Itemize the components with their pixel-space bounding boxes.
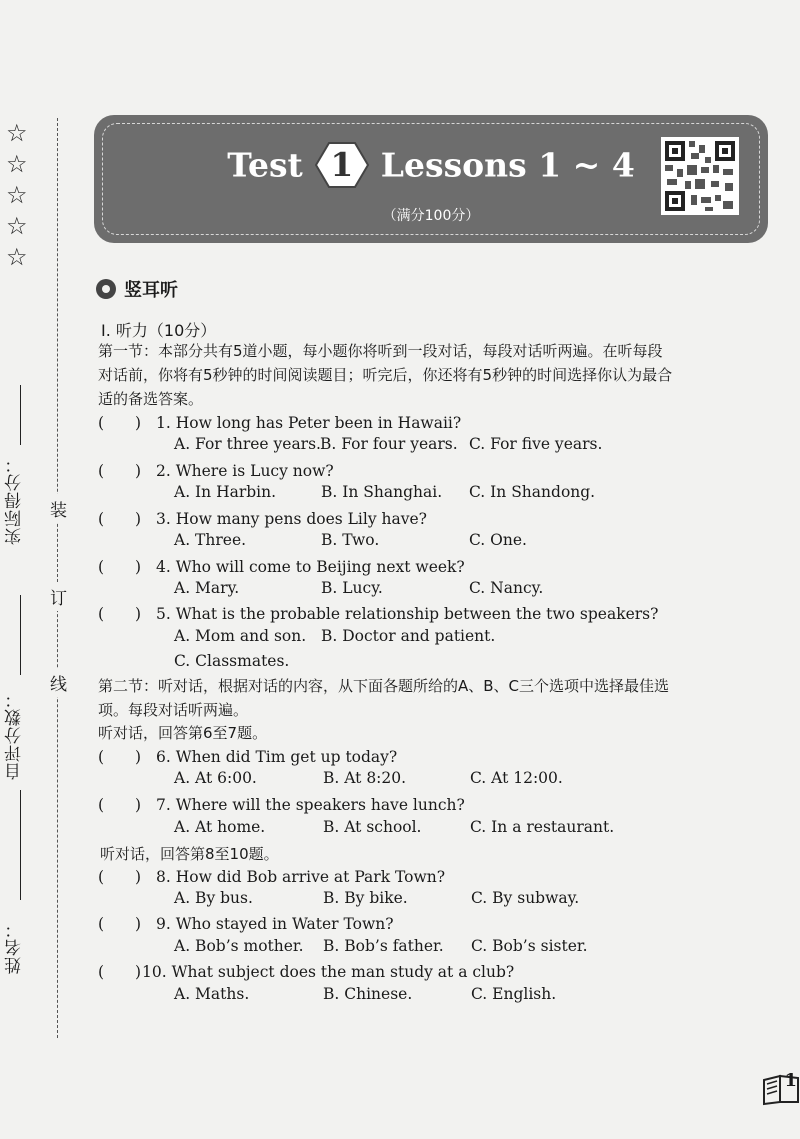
option-c: C. By subway. — [471, 889, 580, 907]
answer-blank[interactable]: ( ) — [98, 414, 142, 432]
option-b: B. By bike. — [323, 889, 408, 907]
binding-char-ding: 订 — [50, 582, 67, 611]
star-icon: ☆ — [6, 243, 28, 271]
binding-char-zhuang: 装 — [50, 494, 67, 523]
binding-char-xian: 线 — [50, 668, 67, 697]
question-stem: 2. Where is Lucy now? — [156, 462, 334, 480]
option-a: A. Three. — [174, 531, 247, 549]
option-a: A. Mary. — [174, 579, 240, 597]
instructions-line: 对话前，你将有5秒钟的时间阅读题目；听完后，你还将有5秒钟的时间选择你认为最合 — [98, 366, 673, 384]
answer-blank[interactable]: ( ) — [98, 510, 142, 528]
actual-score-label: 实际得分： — [5, 455, 25, 545]
option-c: C. One. — [469, 531, 527, 549]
self-score-line — [20, 595, 21, 675]
question-stem: 8. How did Bob arrive at Park Town? — [156, 868, 446, 886]
star-icon: ☆ — [6, 212, 28, 240]
answer-blank[interactable]: ( ) — [98, 605, 142, 623]
section-heading — [96, 276, 178, 302]
dialog-instruction: 听对话，回答第6至7题。 — [98, 724, 268, 742]
option-b: B. In Shanghai. — [321, 483, 443, 501]
question-2 — [98, 459, 334, 481]
option-c: C. Bob’s sister. — [471, 937, 588, 955]
question-9 — [98, 912, 394, 934]
option-a: A. Maths. — [174, 985, 250, 1003]
question-7 — [98, 793, 465, 815]
option-c: C. Nancy. — [469, 579, 544, 597]
option-b: B. Two. — [321, 531, 380, 549]
name-field[interactable] — [2, 920, 38, 980]
question-stem: 5. What is the probable relationship between the two speakers? — [156, 605, 659, 623]
ear-icon — [96, 279, 116, 299]
question-stem: 7. Where will the speakers have lunch? — [156, 796, 465, 814]
option-a: A. By bus. — [174, 889, 253, 907]
option-a: A. For three years. — [174, 435, 321, 453]
option-a: A. Bob’s mother. — [174, 937, 304, 955]
question-4 — [98, 555, 465, 577]
question-stem: 4. Who will come to Beijing next week? — [156, 558, 465, 576]
answer-blank[interactable]: ( ) — [98, 915, 142, 933]
page-number: 1 — [784, 1070, 797, 1091]
question-10 — [98, 960, 514, 982]
option-c: C. For five years. — [469, 435, 603, 453]
option-b: B. Chinese. — [323, 985, 413, 1003]
actual-score-line — [20, 385, 21, 445]
star-icon: ☆ — [6, 119, 28, 147]
test-word: Test — [227, 145, 303, 185]
answer-blank[interactable]: ( ) — [98, 796, 142, 814]
option-b: B. At school. — [323, 818, 422, 836]
dialog-instruction: 听对话，回答第8至10题。 — [100, 845, 279, 863]
option-c: C. English. — [471, 985, 557, 1003]
option-c: C. In Shandong. — [469, 483, 596, 501]
lessons-range: Lessons 1 ~ 4 — [380, 145, 635, 185]
full-score: （满分100分） — [382, 208, 480, 224]
answer-blank[interactable]: ( ) — [98, 748, 142, 766]
question-stem: 10. What subject does the man study at a club? — [142, 963, 515, 981]
star-icon: ☆ — [6, 150, 28, 178]
name-line — [20, 790, 21, 900]
star-icon: ☆ — [6, 181, 28, 209]
instructions-line: 适的备选答案。 — [98, 390, 204, 408]
name-label: 姓名： — [5, 920, 25, 974]
binding-dashed-line — [57, 118, 58, 1038]
instructions-line: 项。每段对话听两遍。 — [98, 701, 249, 719]
instructions-line: 第一节：本部分共有5道小题，每小题你将听到一段对话，每段对话听两遍。在听每段 — [98, 342, 663, 360]
test-number: 1 — [330, 145, 354, 184]
answer-blank[interactable]: ( ) — [98, 868, 142, 886]
option-b: B. Doctor and patient. — [321, 627, 496, 645]
question-6 — [98, 745, 397, 767]
option-c: C. Classmates. — [174, 652, 290, 670]
option-b: B. For four years. — [320, 435, 458, 453]
section-title: 竖耳听 — [124, 280, 178, 301]
option-a: A. At 6:00. — [174, 769, 257, 787]
answer-blank[interactable]: ( ) — [98, 963, 142, 981]
question-stem: 3. How many pens does Lily have? — [156, 510, 427, 528]
question-stem: 9. Who stayed in Water Town? — [156, 915, 394, 933]
page-number-badge — [762, 1066, 800, 1106]
difficulty-stars — [6, 118, 32, 273]
option-a: A. Mom and son. — [174, 627, 307, 645]
option-a: A. In Harbin. — [174, 483, 277, 501]
test-title-banner — [94, 115, 768, 243]
option-c: C. In a restaurant. — [470, 818, 615, 836]
question-3 — [98, 507, 427, 529]
question-stem: 1. How long has Peter been in Hawaii? — [156, 414, 462, 432]
instructions-line: 第二节：听对话，根据对话的内容，从下面各题所给的A、B、C三个选项中选择最佳选 — [98, 677, 670, 695]
test-number-hexagon — [315, 141, 369, 189]
self-score-label: 自评分数： — [5, 690, 25, 780]
option-b: B. Lucy. — [321, 579, 383, 597]
question-8 — [98, 865, 445, 887]
answer-blank[interactable]: ( ) — [98, 558, 142, 576]
question-5 — [98, 602, 658, 624]
option-c: C. At 12:00. — [470, 769, 563, 787]
qr-code-icon[interactable] — [661, 137, 739, 215]
option-b: B. Bob’s father. — [323, 937, 444, 955]
question-1 — [98, 411, 461, 433]
part-title: Ⅰ. 听力（10分） — [101, 321, 217, 340]
option-b: B. At 8:20. — [323, 769, 407, 787]
answer-blank[interactable]: ( ) — [98, 462, 142, 480]
option-a: A. At home. — [174, 818, 266, 836]
question-stem: 6. When did Tim get up today? — [156, 748, 398, 766]
